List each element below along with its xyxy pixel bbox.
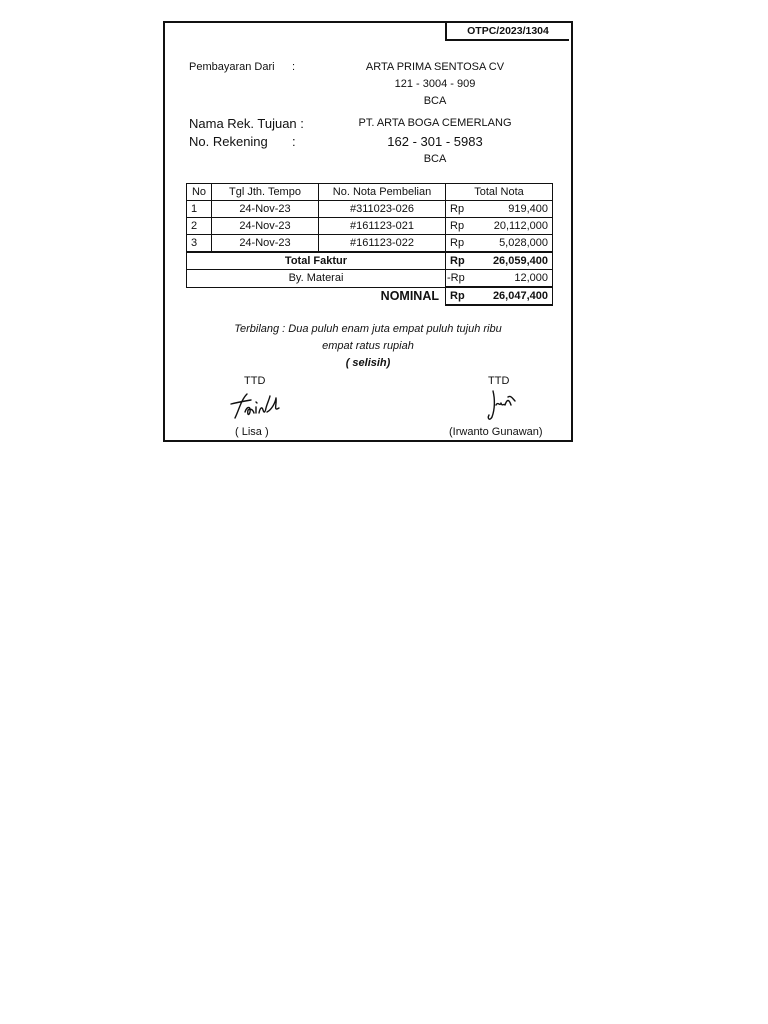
- table-row: [187, 201, 553, 218]
- payment-document: [163, 21, 573, 442]
- table-row: [187, 235, 553, 253]
- header-total-nota: Total Nota: [446, 184, 553, 201]
- header-no: No: [187, 184, 212, 201]
- recipient-account-label: No. Rekening: [189, 134, 268, 149]
- right-signatory-name: (Irwanto Gunawan): [449, 426, 543, 438]
- right-signature: [483, 385, 523, 425]
- row-date: 24-Nov-23: [212, 218, 319, 235]
- terbilang-line2: empat ratus rupiah: [322, 340, 414, 352]
- row-amount: 919,400: [474, 201, 553, 218]
- row-date: 24-Nov-23: [212, 235, 319, 253]
- payer-colon: :: [292, 61, 296, 73]
- nominal-row: [187, 287, 553, 305]
- row-currency: Rp: [446, 235, 475, 253]
- row-currency: Rp: [446, 201, 475, 218]
- materai-currency: -Rp: [446, 270, 475, 288]
- row-no: 2: [187, 218, 212, 235]
- total-faktur-label: Total Faktur: [187, 252, 446, 270]
- nominal-label: NOMINAL: [380, 288, 439, 303]
- table-row: [187, 218, 553, 235]
- left-signature: [225, 388, 285, 424]
- recipient-colon: :: [292, 134, 296, 149]
- row-nota: #311023-026: [319, 201, 446, 218]
- left-ttd-label: TTD: [244, 375, 266, 387]
- recipient-name-label: Nama Rek. Tujuan :: [189, 116, 304, 131]
- total-faktur-row: [187, 252, 553, 270]
- total-faktur-currency: Rp: [446, 252, 475, 270]
- header-due-date: Tgl Jth. Tempo: [212, 184, 319, 201]
- table-header-row: [187, 184, 553, 201]
- recipient-name: PT. ARTA BOGA CEMERLANG: [358, 117, 512, 129]
- row-nota: #161123-021: [319, 218, 446, 235]
- payer-bank: BCA: [423, 95, 447, 107]
- terbilang-line1: Terbilang : Dua puluh enam juta empat puluh tujuh ribu: [234, 323, 502, 335]
- row-amount: 20,112,000: [474, 218, 553, 235]
- nominal-amount: 26,047,400: [474, 287, 553, 305]
- row-no: 3: [187, 235, 212, 253]
- left-signatory-name: ( Lisa ): [235, 426, 269, 438]
- row-date: 24-Nov-23: [212, 201, 319, 218]
- document-number: OTPC/2023/1304: [445, 23, 569, 41]
- payer-label: Pembayaran Dari: [189, 61, 275, 73]
- row-nota: #161123-022: [319, 235, 446, 253]
- row-no: 1: [187, 201, 212, 218]
- terbilang-note: ( selisih): [345, 357, 391, 369]
- nominal-currency: Rp: [446, 287, 475, 305]
- row-amount: 5,028,000: [474, 235, 553, 253]
- payer-name: ARTA PRIMA SENTOSA CV: [365, 61, 505, 73]
- recipient-bank: BCA: [423, 153, 447, 165]
- right-ttd-label: TTD: [488, 375, 510, 387]
- invoice-table: [186, 183, 553, 306]
- materai-label: By. Materai: [187, 270, 446, 288]
- row-currency: Rp: [446, 218, 475, 235]
- header-nota: No. Nota Pembelian: [319, 184, 446, 201]
- materai-amount: 12,000: [474, 270, 553, 288]
- recipient-account: 162 - 301 - 5983: [387, 134, 483, 149]
- payer-account: 121 - 3004 - 909: [394, 78, 476, 90]
- total-faktur-amount: 26,059,400: [474, 252, 553, 270]
- materai-row: [187, 270, 553, 288]
